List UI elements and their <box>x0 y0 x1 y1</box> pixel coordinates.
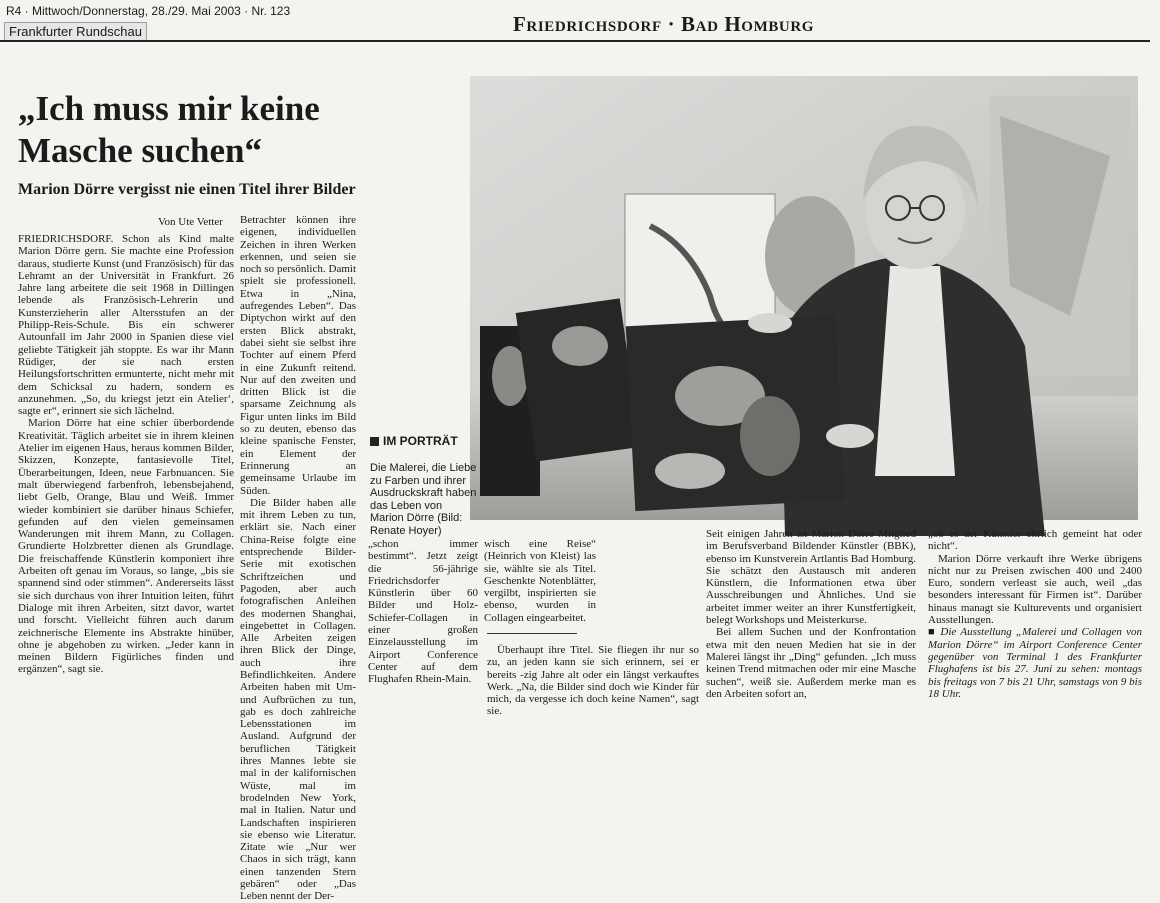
paragraph: Überhaupt ihre Titel. Sie fliegen ihr nur so zu, an jeden kann sie sich erinnern, sei er bereits -zig Jahre alt oder ein längst verkauftes Werk. „Na, die Bilder sind doch wie Kinder für mich, da vergesse ich doch keine Namen“, sagt sie. <box>487 644 699 718</box>
paragraph: „schon immer bestimmt“. Jetzt zeigt die 56-jährige Friedrichsdorfer Künstlerin über 60 Bilder und Holz-Schiefer-Collagen in einer großen Einzelausstellung im Airport Conference Center auf dem Flughafen Rhein-Main. <box>368 538 478 686</box>
paragraph: Seit einigen Jahren ist Marion Dörre Mitglied im Berufsverband Bildender Künstler (BBK), ebenso im Kunstverein Artlantis Bad Homburg. Sie schätzt den Austausch mit anderen Künstlern, die Informationen etwa über Ausschreibungen und Ähnliches. Und sie arbeitet immer weiter an ihrer Kunstfertigkeit, belegt Workshops und Meisterkurse. <box>706 528 916 627</box>
paragraph: „ob es der Künstler ehrlich gemeint hat oder nicht“. <box>928 528 1142 553</box>
column-4 <box>487 644 699 730</box>
paragraph: Die Bilder haben alle mit ihrem Leben zu tun, erklärt sie. Nach einer China-Reise folgte eine entsprechende Bilder-Serie mit exotischen Schriftzeichen und Pagoden, aber auch fotografischen Anleihen des modernen Shanghai, eingebettet in Collagen. Alle Arbeiten zeigen ihren Blick der Dinge, auch ihre Befindlichkeiten. Andere Arbeiten haben mit Um- und Aufbrüchen zu tun, gab es doch zahlreiche Lebensstationen im Ausland. Aufgrund der beruflichen Tätigkeit ihres Mannes lebte sie mal in der kalifornischen Wüste, mal im brodelnden New York, mal in Italien. Natur und Landschaften inspirieren sie ebenso wie Literatur. Zitate wie „Nur wer Chaos in sich trägt, kann einen tanzenden Stern gebären“ oder „Das Leben nennt der Der- <box>240 496 356 903</box>
column-5 <box>706 528 916 728</box>
artist-photo <box>470 76 1138 520</box>
portrait-intro: Die Malerei, die Liebe zu Farben und ihrer Ausdruckskraft haben das Leben von <box>370 462 477 512</box>
paragraph: wisch eine Reise“ (Heinrich von Kleist) las sie, wählte sie als Titel. Geschenkte Notenblätter, vergilbt, inspirierten sie ebenso, wurden in Collagen eingearbeitet. <box>484 538 596 624</box>
portrait-label <box>370 434 474 448</box>
column-1 <box>18 233 234 727</box>
headline-line-2: Masche suchen“ <box>18 131 263 170</box>
headline <box>18 88 458 172</box>
column-6 <box>928 528 1142 728</box>
photo-caption: Marion Dörre (Bild: Renate Hoyer) <box>370 512 463 537</box>
dateline: R4 · Mittwoch/Donnerstag, 28./29. Mai 2003 · Nr. 123 <box>6 4 291 18</box>
exhibition-note: ■ Die Ausstellung „Malerei und Collagen von Marion Dörre“ im Airport Conference Center gegenüber von Terminal 1 des Frankfurter Flughafens ist bis 27. Juni zu sehen: montags bis freitags von 7 bis 21 Uhr, samstags von 9 bis 18 Uhr. <box>928 626 1142 700</box>
newspaper-brand: Frankfurter Rundschau <box>4 22 147 42</box>
square-bullet-icon <box>370 437 379 446</box>
column-3a <box>368 538 478 728</box>
paragraph: Marion Dörre verkauft ihre Werke übrigens nicht nur zu Preisen zwischen 400 und 2400 Euro, sondern verleast sie auch, weil „das besonders interessant für Firmen ist“. Darüber hinaus managt sie Kulturevents und organisiert Ausstellungen. <box>928 552 1142 627</box>
header-rule <box>0 40 1150 42</box>
headline-line-1: „Ich muss mir keine <box>18 89 320 128</box>
column-2 <box>240 214 356 903</box>
portrait-label-text: IM PORTRÄT <box>383 434 458 448</box>
portrait-text <box>370 462 478 538</box>
subheadline: Marion Dörre vergisst nie einen Titel ihrer Bilder <box>18 181 356 198</box>
divider <box>487 633 577 634</box>
paragraph: Betrachter können ihre eigenen, individuellen Zeichen in ihren Werken erkennen, und seien sie noch so persönlich. Damit spielt sie professionell. Etwa in „Nina, aufregendes Leben“. Das Diptychon wirkt auf den ersten Blick abstrakt, dabei sieht sie selbst ihre Tochter auf einem Pferd in eine Zukunft reitend. Nur auf den zweiten und dritten Blick ist die sparsame Zeichnung als Figur unten links im Bild so zu deuten, ebenso das kleine spanische Fenster, ein Element der Erinnerung an gemeinsame Urlaube im Süden. <box>240 214 356 497</box>
byline: Von Ute Vetter <box>158 216 223 228</box>
paragraph: FRIEDRICHSDORF. Schon als Kind malte Marion Dörre gern. Sie machte eine Profession daraus, studierte Kunst (und Französisch) für das Lehramt an der Universität in Frankfurt. 26 Jahre lang arbeitete die seit 1968 in Dillingen lebende als Französisch-Lehrerin und Kunsterzieherin aller Altersstufen an der Philipp-Reis-Schule. Bis ein schwerer Autounfall im Jahr 2000 in Spanien diese viel geliebte Tätigkeit jäh stoppte. Es war ihr Mann Rüdiger, der sie nach ersten Heilungsfortschritten ermunterte, nicht mehr mit dem Schicksal zu hadern, sondern es anzunehmen. „So, du kriegst jetzt ein Atelier‘, sagte er“, erinnert sie sich lächelnd. <box>18 233 234 418</box>
paragraph: Bei allem Suchen und der Konfrontation etwa mit den neuen Medien hat sie in der Malerei längst ihr „Ding“ gefunden. „Ich muss keinen Trend mitmachen oder mir eine Masche suchen“, weiß sie. Außerdem merke man es den Arbeiten sofort an, <box>706 626 916 700</box>
paragraph: Marion Dörre hat eine schier überbordende Kreativität. Täglich arbeitet sie in ihrem kleinen Atelier im eigenen Haus, heraus kommen Bilder, Skizzen, Konzepte, fantasievolle Titel, Überarbeitungen, Ideen, neue Farbnuancen. Sie malt überwiegend farbenfroh, lebensbejahend, liebt Gelb, Orange, Blau und Weiß. Immer wieder kombiniert sie darüber hinaus Schiefer, gefunden auf den vielen gemeinsamen Wanderungen mit ihrem Mann, zu Collagen. Grundierte Holzbretter dienen als Grundlage. Die freischaffende Künstlerin komponiert ihre Arbeiten oft genau im Voraus, so lange, „bis sie spannend sind oder stimmen“. Andererseits lässt sie sich durchaus von ihrer Intuition leiten, führt Dialoge mit ihren Arbeiten, sitzt davor, wartet und forscht. Vielleicht führen auch darum zeichnerische Elemente ins Abstrakte hinüber, ohne je abgehoben zu wirken. „Jeder kann in meinen Bildern Figürliches finden und ergänzen“, sagt sie. <box>18 417 234 676</box>
section-title: Friedrichsdorf · Bad Homburg <box>513 12 815 36</box>
